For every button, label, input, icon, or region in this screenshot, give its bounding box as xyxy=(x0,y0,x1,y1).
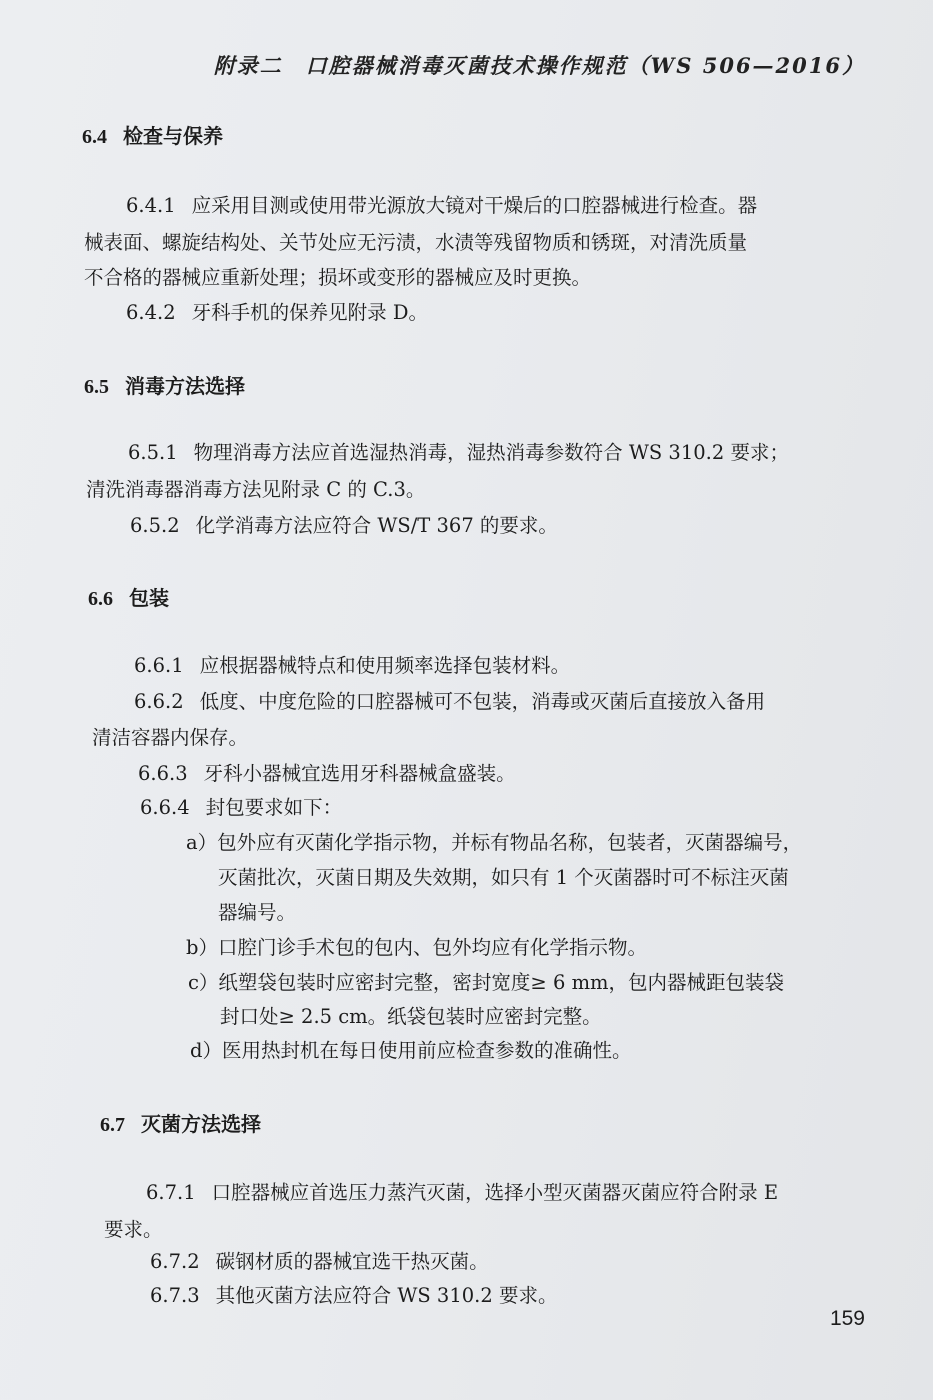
paragraph-6-7-2 xyxy=(150,1244,489,1279)
section-number: 6.4 xyxy=(82,126,107,148)
list-marker: c） xyxy=(188,971,219,994)
paragraph-6-6-2-line-1 xyxy=(134,684,765,719)
list-marker: d） xyxy=(190,1039,222,1062)
clause-number: 6.5.2 xyxy=(130,514,180,537)
clause-number: 6.6.4 xyxy=(140,796,190,819)
clause-number: 6.7.2 xyxy=(150,1250,200,1273)
section-title: 消毒方法选择 xyxy=(125,374,245,398)
clause-text: 牙科手机的保养见附录 D。 xyxy=(191,301,428,324)
clause-text: 其他灭菌方法应符合 WS 310.2 要求。 xyxy=(215,1284,558,1307)
paragraph-6-6-1 xyxy=(134,648,570,683)
section-heading-6-4 xyxy=(82,120,223,149)
clause-text: 封包要求如下： xyxy=(205,796,343,819)
section-title: 包装 xyxy=(129,586,169,610)
clause-number: 6.6.2 xyxy=(134,690,184,713)
paragraph-6-5-2 xyxy=(130,508,558,543)
list-marker: b） xyxy=(186,936,218,959)
section-number: 6.7 xyxy=(100,1114,125,1136)
section-heading-6-6 xyxy=(88,582,169,611)
list-text: 纸塑袋包装时应密封完整，密封宽度≥ 6 mm，包内器械距包装袋 xyxy=(218,971,785,994)
page-number: 159 xyxy=(829,1307,865,1330)
clause-text: 牙科小器械宜选用牙科器械盒盛装。 xyxy=(203,762,516,785)
clause-number: 6.4.2 xyxy=(126,301,176,324)
paragraph-6-7-1-line-2: 要求。 xyxy=(104,1218,163,1241)
section-title: 检查与保养 xyxy=(123,124,223,148)
clause-number: 6.5.1 xyxy=(128,441,178,464)
list-item-c-line-2: 封口处≥ 2.5 cm。纸袋包装时应密封完整。 xyxy=(220,1005,602,1028)
section-heading-6-7 xyxy=(100,1108,261,1137)
clause-number: 6.6.3 xyxy=(138,762,188,785)
list-item-a-line-3: 器编号。 xyxy=(218,901,297,924)
section-number: 6.6 xyxy=(88,588,113,610)
paragraph-6-4-1-line-3: 不合格的器械应重新处理；损坏或变形的器械应及时更换。 xyxy=(84,266,592,289)
list-marker: a） xyxy=(186,831,218,854)
clause-number: 6.7.3 xyxy=(150,1284,200,1307)
paragraph-6-5-1-line-1 xyxy=(128,435,789,470)
paragraph-6-6-2-line-2: 清洁容器内保存。 xyxy=(92,726,249,749)
list-item-d xyxy=(190,1033,632,1068)
clause-number: 6.6.1 xyxy=(134,654,184,677)
list-item-a-line-1 xyxy=(186,825,802,860)
paragraph-6-7-1-line-1 xyxy=(146,1175,778,1210)
clause-text: 低度、中度危险的口腔器械可不包装，消毒或灭菌后直接放入备用 xyxy=(199,690,766,713)
clause-number: 6.4.1 xyxy=(126,194,176,217)
section-heading-6-5 xyxy=(84,370,245,399)
paragraph-6-4-1-line-1 xyxy=(126,188,757,223)
list-text: 医用热封机在每日使用前应检查参数的准确性。 xyxy=(221,1039,632,1062)
paragraph-6-6-3 xyxy=(138,756,516,791)
paragraph-6-7-3 xyxy=(150,1278,557,1313)
clause-text: 应采用目测或使用带光源放大镜对干燥后的口腔器械进行检查。器 xyxy=(191,194,758,217)
paragraph-6-5-1-line-2: 清洗消毒器消毒方法见附录 C 的 C.3。 xyxy=(86,478,426,501)
clause-text: 口腔器械应首选压力蒸汽灭菌，选择小型灭菌器灭菌应符合附录 E xyxy=(211,1181,779,1204)
clause-number: 6.7.1 xyxy=(146,1181,196,1204)
list-item-a-line-2: 灭菌批次，灭菌日期及失效期，如只有 1 个灭菌器时可不标注灭菌 xyxy=(218,866,789,889)
list-text: 口腔门诊手术包的包内、包外均应有化学指示物。 xyxy=(217,936,647,959)
running-head: 附录二 口腔器械消毒灭菌技术操作规范（WS 506—2016） xyxy=(213,53,865,78)
list-item-b xyxy=(186,930,647,965)
clause-text: 碳钢材质的器械宜选干热灭菌。 xyxy=(215,1250,489,1273)
clause-text: 物理消毒方法应首选湿热消毒，湿热消毒参数符合 WS 310.2 要求； xyxy=(193,441,789,464)
clause-text: 化学消毒方法应符合 WS/T 367 的要求。 xyxy=(195,514,558,537)
clause-text: 应根据器械特点和使用频率选择包装材料。 xyxy=(199,654,571,677)
list-item-c-line-1 xyxy=(188,965,784,1000)
paragraph-6-6-4 xyxy=(140,790,342,825)
paragraph-6-4-2 xyxy=(126,295,428,330)
list-text: 包外应有灭菌化学指示物，并标有物品名称，包装者，灭菌器编号， xyxy=(217,831,803,854)
paragraph-6-4-1-line-2: 械表面、螺旋结构处、关节处应无污渍，水渍等残留物质和锈斑，对清洗质量 xyxy=(84,231,748,254)
section-title: 灭菌方法选择 xyxy=(141,1112,261,1136)
section-number: 6.5 xyxy=(84,376,109,398)
